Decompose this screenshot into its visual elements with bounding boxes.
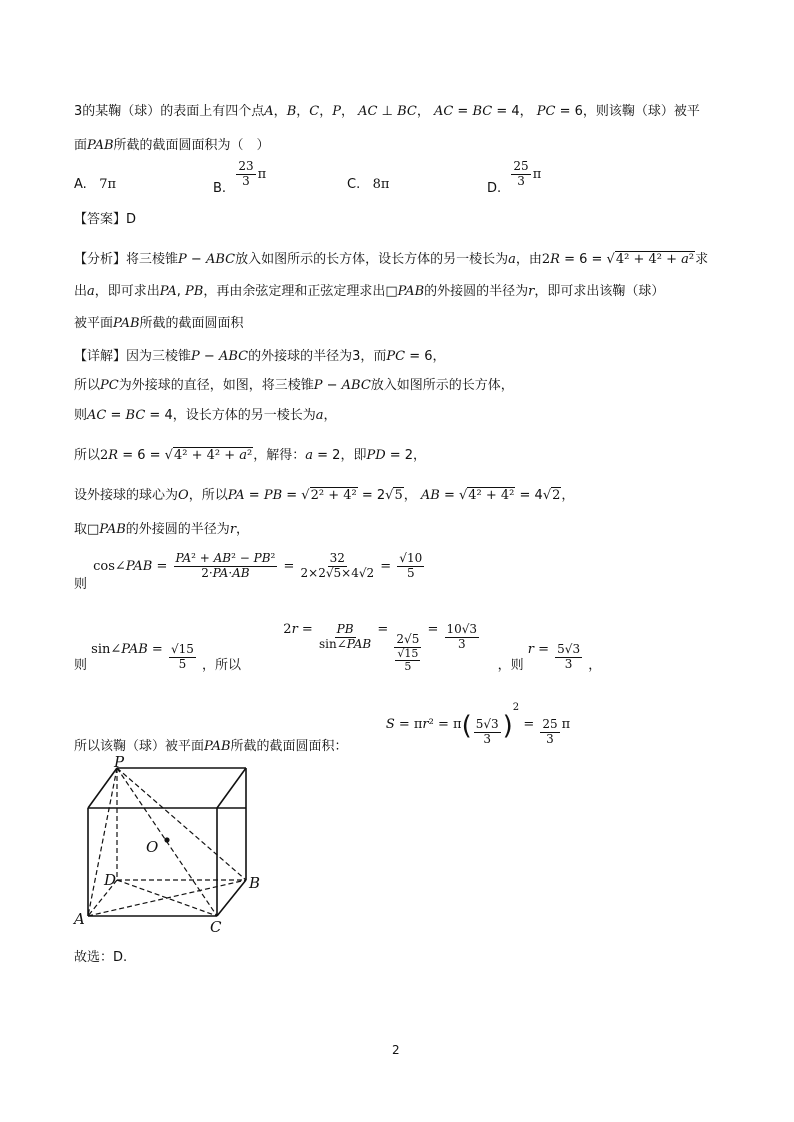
detail-line-8: 则 sin∠PAB = $\frac{√15}{5}$ ，所以 2r = $\frac{PB}{\text{sin∠PAB}}$ = $\frac{2√5}{\frac{√15}{5}}$ = $\frac{10√3}{3}$ ，则 r = $\frac{5√3}{3}$ ， [74,622,602,674]
option-c: C. 8π [347,177,390,192]
analysis-line-2: 出a，即可求出PA, PB，再由余弦定理和正弦定理求出□PAB的外接圆的半径为r，即可求出该鞠（球） [74,284,665,299]
detail-line-2: 所以PC为外接球的直径，如图，将三棱锥P − ABC放入如图所示的长方体， [74,378,514,393]
option-a: A. 7π [74,177,117,192]
analysis-line-1: 【分析】将三棱锥P − ABC放入如图所示的长方体，设长方体的另一棱长为a，由2R = 6 = √4² + 4² + a²求 [74,252,709,267]
cuboid-figure [60,752,280,937]
detail-line-9: 所以该鞠（球）被平面PAB所截的截面圆面积： S = πr² = π( $\frac{5√3}{3}$ )$^2$ = $\frac{25}{3}$ π [74,702,571,754]
center-point [164,837,169,842]
problem-line-1: 3的某鞠（球）的表面上有四个点A，B，C，P， AC ⊥ BC， AC = BC = 4， PC = 6，则该鞠（球）被平 [74,104,700,119]
label-o: O [146,838,159,856]
label-c: C [210,918,222,936]
conclusion-line: 故选：D. [74,950,128,965]
page-number: 2 [392,1043,400,1057]
label-a: A [74,910,85,928]
answer-line: 【答案】D [74,212,137,227]
option-b: B. $\frac{23}{3}$ π [213,159,267,196]
detail-line-7: 则 cos∠PAB = $\frac{\text{PA² + AB² − PB²}}{2\cdot PA\cdot AB}$ = $\frac{32}{2\times 2√5\times 4√2}$ = $\frac{√10}{5}$ [74,551,423,592]
detail-line-1: 【详解】因为三棱锥P − ABC的外接球的半径为3，而PC = 6， [74,349,446,364]
option-d: D. $\frac{25}{3}$ π [487,159,542,196]
detail-line-3: 则AC = BC = 4，设长方体的另一棱长为a， [74,408,337,423]
analysis-line-3: 被平面PAB所截的截面圆面积 [74,316,244,331]
problem-line-2: 面PAB所截的截面圆面积为（ ） [74,138,270,153]
detail-line-6: 取□PAB的外接圆的半径为r， [74,522,250,537]
detail-line-5: 设外接球的球心为O，所以PA = PB = √2² + 4² = 2√5， AB = √4² + 4² = 4√2， [74,488,575,503]
label-d: D [104,871,117,889]
detail-line-4: 所以2R = 6 = √4² + 4² + a²，解得：a = 2，即PD = 2， [74,448,427,463]
label-p: P [114,753,125,771]
label-b: B [249,874,261,892]
